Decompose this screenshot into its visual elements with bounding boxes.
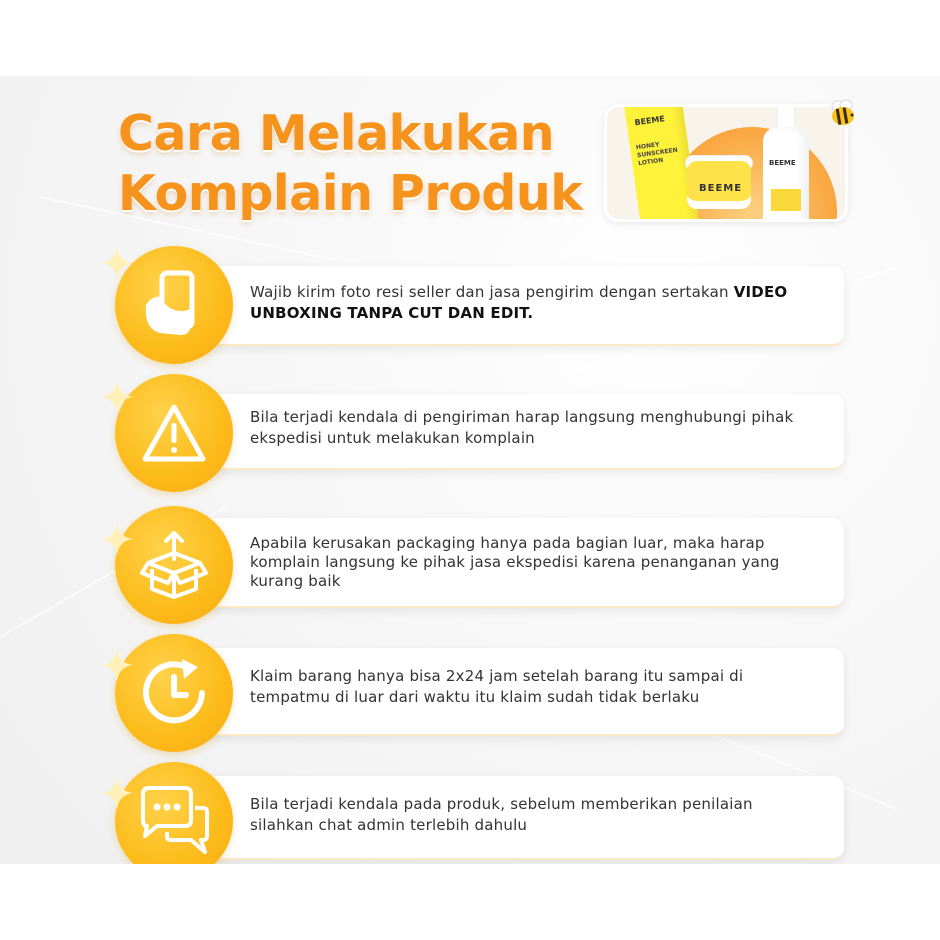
step-row-2 <box>0 374 940 494</box>
sparkle-icon <box>100 648 134 682</box>
step-card-4 <box>182 648 844 736</box>
step-card-1 <box>182 266 844 346</box>
clock-refresh-icon <box>136 655 212 731</box>
step-row-1 <box>0 244 940 364</box>
bee-icon <box>828 98 858 128</box>
bottle-brand: BEEME <box>769 159 796 167</box>
title-line-2: Komplain Produk <box>118 165 583 222</box>
sparkle-icon <box>100 246 134 280</box>
step-text-1: Wajib kirim foto resi seller dan jasa pengirim dengan sertakan VIDEO UNBOXING TANPA CUT DAN EDIT. <box>250 283 788 322</box>
open-box-icon <box>138 529 210 601</box>
warning-triangle-icon <box>141 403 207 463</box>
tube-text: HONEY SUNSCREEN LOTION <box>635 141 679 168</box>
jar-brand: BEEME <box>699 183 743 194</box>
chat-bubbles-icon <box>135 786 213 856</box>
sparkle-icon <box>100 380 134 414</box>
pump-bottle <box>763 127 809 222</box>
title-line-1: Cara Melakukan <box>118 105 555 162</box>
white-bottom-margin <box>0 864 940 940</box>
step-row-3 <box>0 504 940 624</box>
sparkle-icon <box>100 776 134 810</box>
product-image <box>604 104 848 222</box>
page-title <box>118 104 598 224</box>
sparkle-icon <box>100 522 134 556</box>
bottle-label <box>771 189 801 211</box>
phone-in-hand-icon <box>142 269 206 341</box>
step-row-4 <box>0 632 940 752</box>
step-text-2: Bila terjadi kendala di pengiriman harap langsung menghubungi pihak ekspedisi untuk melakukan komplain <box>250 408 794 447</box>
tube-brand: BEEME <box>633 114 666 128</box>
step-card-3 <box>182 518 844 608</box>
step-card-2 <box>182 394 844 470</box>
step-text-1-bold: VIDEO UNBOXING TANPA CUT DAN EDIT. <box>250 283 788 322</box>
step-text-4: Klaim barang hanya bisa 2x24 jam setelah barang itu sampai di tempatmu di luar dari waktu itu klaim sudah tidak berlaku <box>250 667 744 706</box>
step-text-5: Bila terjadi kendala pada produk, sebelum memberikan penilaian silahkan chat admin terlebih dahulu <box>250 795 753 834</box>
step-card-5 <box>182 776 844 860</box>
step-text-3: Apabila kerusakan packaging hanya pada bagian luar, maka harap komplain langsung ke pihak jasa ekspedisi karena penanganan yang kurang baik <box>250 534 780 590</box>
jar <box>687 161 751 209</box>
